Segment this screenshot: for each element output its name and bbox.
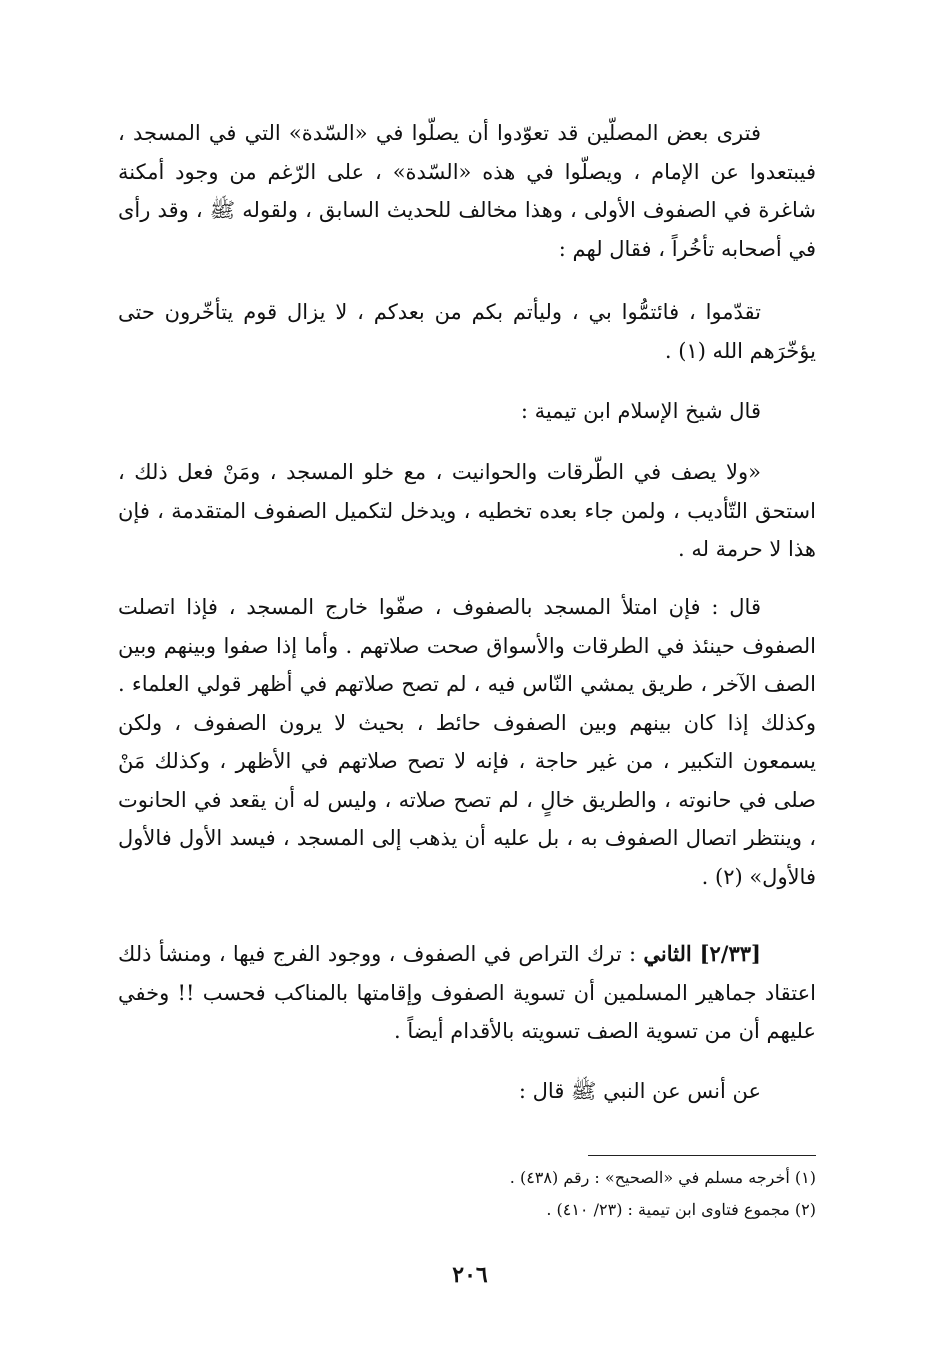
footnote-2: (٢) مجموع فتاوى ابن تيمية : (٢٣/ ٤١٠) . bbox=[546, 1200, 816, 1219]
section-body: : ترك التراص في الصفوف ، ووجود الفرج فيها ، ومنشأ ذلك اعتقاد جماهير المسلمين أن تسوية الصفوف وإقامتها بالمناكب فحسب !! وخفي عليهم أن من تسوية الصف تسويته بالأقدام أيضاً . bbox=[118, 942, 816, 1043]
attribution-ibn-taymiyyah: قال شيخ الإسلام ابن تيمية : bbox=[520, 399, 761, 423]
footnotes bbox=[300, 1162, 816, 1226]
paragraph-saddah-practice: فترى بعض المصلّين قد تعوّدوا أن يصلّوا في «السّدة» التي في المسجد ، فيبتعدوا عن الإمام ، ويصلّوا في هذه «السّدة» ، على الرّغم من وجود أمكنة شاغرة في الصفوف الأولى ، وهذا مخالف للحديث السابق ، ولقوله ﷺ ، وقد رأى في أصحابه تأخُراً ، فقال لهم : bbox=[118, 121, 816, 261]
section-heading: [٢/٣٣] الثاني bbox=[643, 941, 761, 966]
footnote-divider bbox=[588, 1155, 816, 1156]
footnote-1: (١) أخرجه مسلم في «الصحيح» : رقم (٤٣٨) . bbox=[509, 1168, 816, 1187]
narration-anas: عن أنس عن النبي ﷺ قال : bbox=[518, 1079, 761, 1103]
page-number: ٢٠٦ bbox=[452, 1262, 488, 1288]
paragraph-full-mosque-ruling: قال : فإن امتلأ المسجد بالصفوف ، صفّوا خارج المسجد ، فإذا اتصلت الصفوف حينئذ في الطرقات والأسواق صحت صلاتهم . وأما إذا صفوا وبينهم وبين الصف الآخر ، طريق يمشي النّاس فيه ، لم تصح صلاتهم في أظهر قولي العلماء . وكذلك إذا كان بينهم وبين الصفوف حائط ، بحيث لا يرون الصفوف ، ولكن يسمعون التكبير ، من غير حاجة ، فإنه لا تصح صلاتهم في الأظهر ، وكذلك مَنْ صلى في حانوته ، والطريق خالٍ ، لم تصح صلاته ، وليس له أن يقعد في الحانوت ، وينتظر اتصال الصفوف به ، بل عليه أن يذهب إلى المسجد ، فيسد الأول فالأول فالأول» (٢) . bbox=[118, 595, 816, 889]
hadith-quote: تقدّموا ، فائتمُّوا بي ، وليأتم بكم من بعدكم ، لا يزال قوم يتأخّرون حتى يؤخّرَهم الله (١) . bbox=[118, 300, 816, 363]
paragraph-ibn-taymiyyah-quote: «ولا يصف في الطّرقات والحوانيت ، مع خلو المسجد ، ومَنْ فعل ذلك ، استحق التّأديب ، ولمن جاء بعده تخطيه ، ويدخل لتكميل الصفوف المتقدمة ، فإن هذا لا حرمة له . bbox=[118, 460, 816, 561]
section-second-error bbox=[118, 935, 816, 1051]
